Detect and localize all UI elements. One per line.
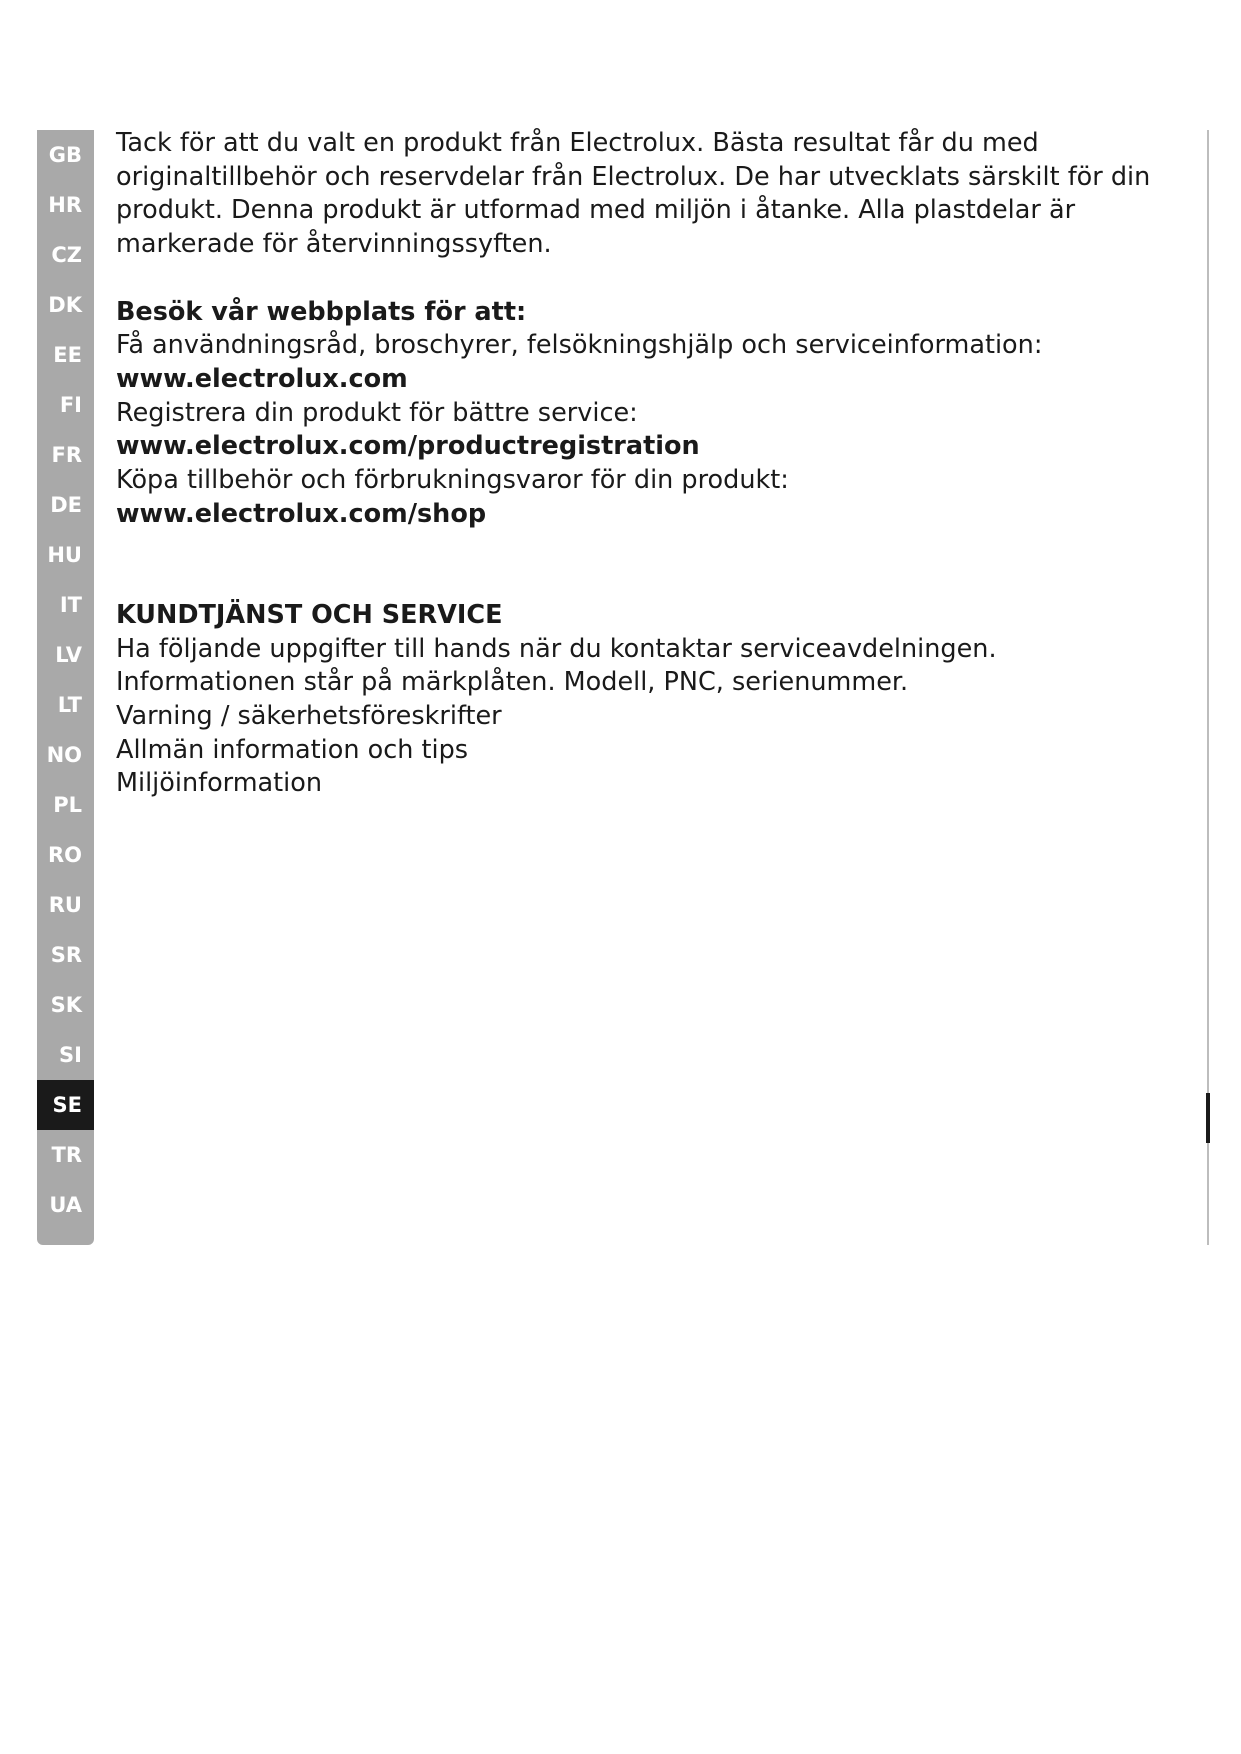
language-tab-sr[interactable]: SR <box>50 943 82 967</box>
language-tab-lv[interactable]: LV <box>55 643 82 667</box>
language-tab-ee[interactable]: EE <box>53 343 82 367</box>
website-heading: Besök vår webbplats för att: <box>116 296 527 327</box>
service-line: Ha följande uppgifter till hands när du kontaktar serviceavdelningen. <box>116 633 997 664</box>
language-tab-de[interactable]: DE <box>50 493 82 517</box>
service-line: Varning / säkerhetsföreskrifter <box>116 700 502 731</box>
language-tab-it[interactable]: IT <box>59 593 82 617</box>
service-line: Informationen står på märkplåten. Modell, PNC, serienummer. <box>116 667 909 698</box>
shop-link[interactable]: www.electrolux.com/shop <box>116 498 487 529</box>
language-tab-dk[interactable]: DK <box>48 293 82 317</box>
right-edge-rule <box>1207 130 1209 1245</box>
service-heading: KUNDTJÄNST OCH SERVICE <box>116 599 503 630</box>
language-tab-se[interactable]: SE <box>37 1080 94 1130</box>
section-spacer <box>116 531 1196 598</box>
language-tab-ru[interactable]: RU <box>48 893 82 917</box>
website-section <box>116 296 1196 532</box>
language-tab-lt[interactable]: LT <box>57 693 82 717</box>
register-text: Registrera din produkt för bättre service: <box>116 397 638 428</box>
language-tab-sk[interactable]: SK <box>50 993 82 1017</box>
service-line: Allmän information och tips <box>116 734 469 765</box>
page-content <box>116 127 1196 801</box>
language-tab-pl[interactable]: PL <box>53 793 82 817</box>
language-tab-hr[interactable]: HR <box>48 193 82 217</box>
intro-paragraph: Tack för att du valt en produkt från Electrolux. Bästa resultat får du med originaltillbehör och reservdelar från Electrolux. De har utvecklats särskilt för din produkt. Denna produkt är utformad med miljön i åtanke. Alla plastdelar är markerade för återvinningssyften. <box>116 128 1151 260</box>
language-tab-fr[interactable]: FR <box>51 443 82 467</box>
language-tab-cz[interactable]: CZ <box>51 243 82 267</box>
register-link[interactable]: www.electrolux.com/productregistration <box>116 431 700 462</box>
shop-text: Köpa tillbehör och förbrukningsvaror för din produkt: <box>116 465 789 496</box>
advice-text: Få användningsråd, broschyrer, felsökningshjälp och serviceinformation: <box>116 330 1043 361</box>
service-line: Miljöinformation <box>116 768 323 799</box>
language-tab-ro[interactable]: RO <box>47 843 82 867</box>
language-tab-hu[interactable]: HU <box>47 543 82 567</box>
language-tab-si[interactable]: SI <box>59 1043 82 1067</box>
advice-link[interactable]: www.electrolux.com <box>116 363 408 394</box>
service-section <box>116 599 1196 801</box>
language-tab-tr[interactable]: TR <box>51 1143 82 1167</box>
language-tab-no[interactable]: NO <box>46 743 82 767</box>
language-tab-gb[interactable]: GB <box>48 143 82 167</box>
right-edge-active-marker <box>1206 1093 1210 1143</box>
language-tab-fi[interactable]: FI <box>59 393 82 417</box>
language-tabs <box>37 130 94 1245</box>
language-tab-ua[interactable]: UA <box>49 1193 82 1217</box>
